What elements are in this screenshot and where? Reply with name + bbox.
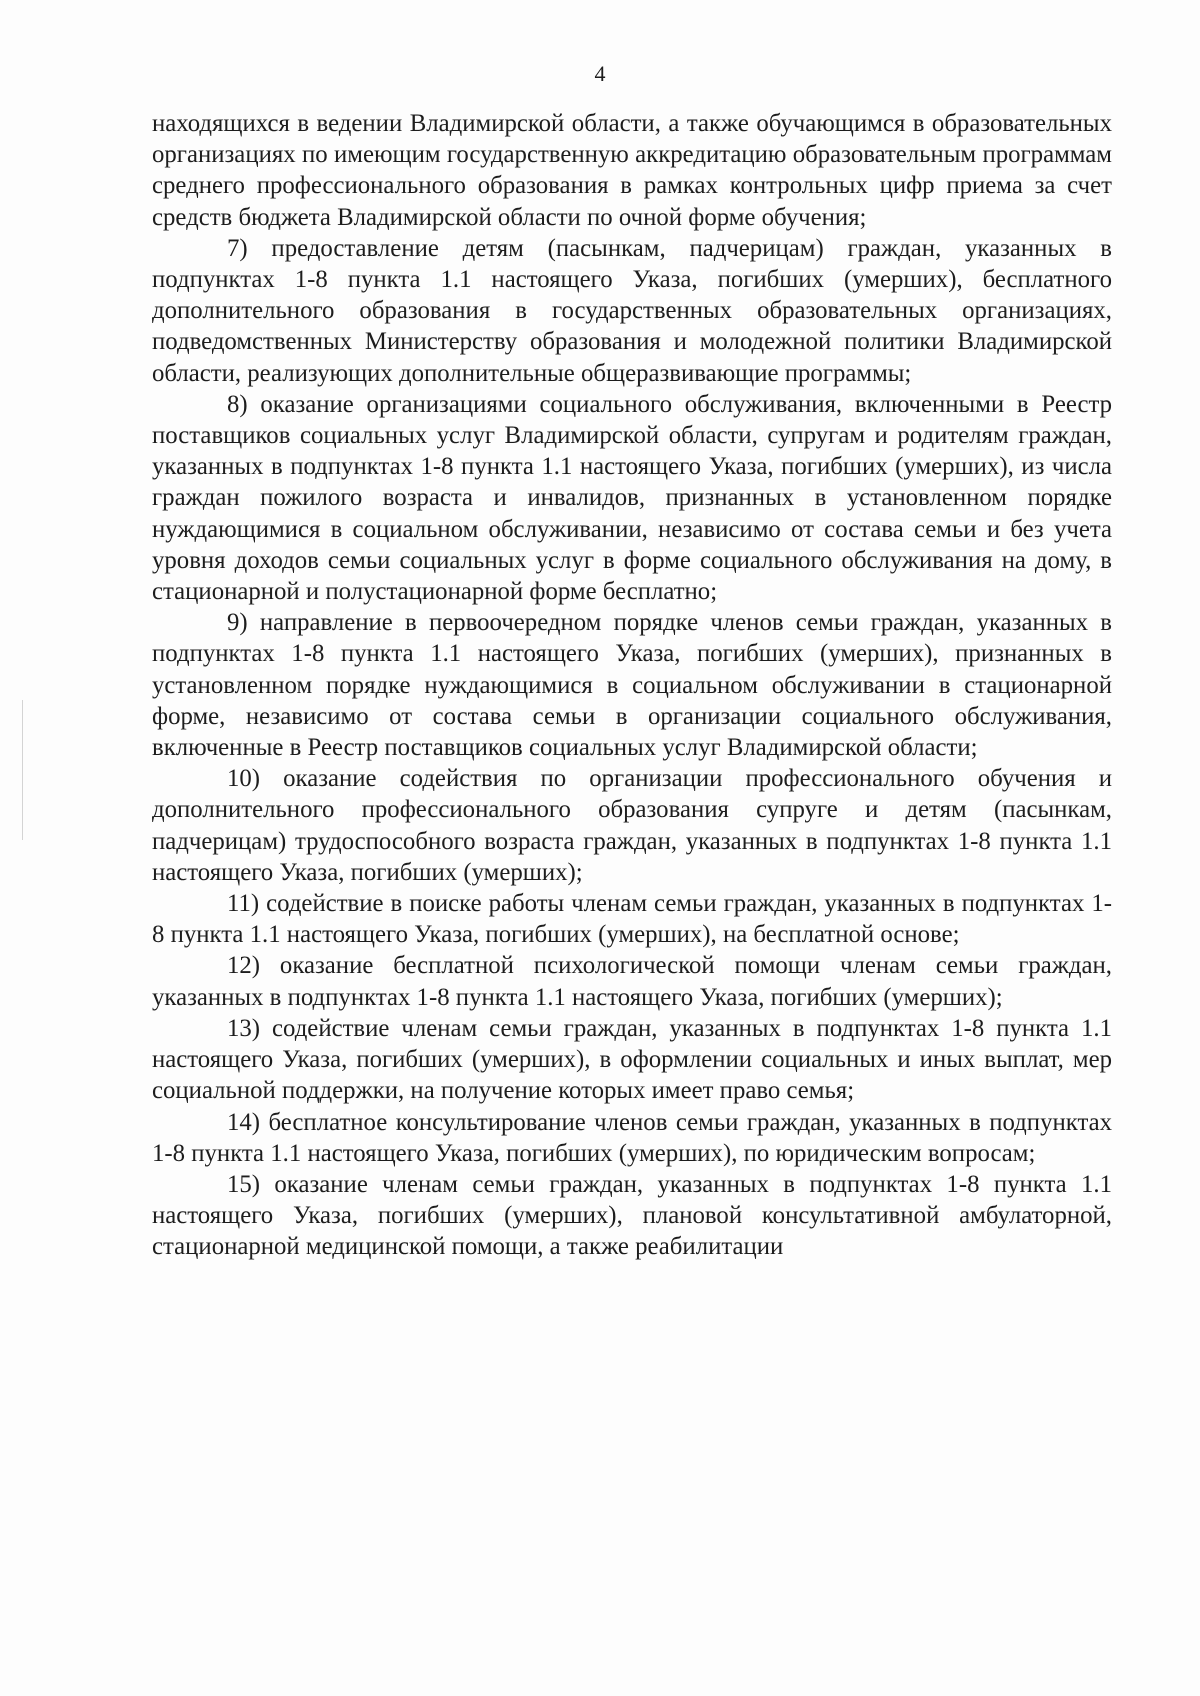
- document-body: [152, 108, 1112, 1263]
- paragraph-item-12: 12) оказание бесплатной психологической помощи членам семьи граждан, указанных в подпунктах 1-8 пункта 1.1 настоящего Указа, погибших (умерших);: [152, 952, 1112, 1011]
- paragraph-item-14: 14) бесплатное консультирование членов семьи граждан, указанных в подпунктах 1-8 пункта 1.1 настоящего Указа, погибших (умерших), по юридическим вопросам;: [152, 1108, 1112, 1167]
- paragraph-item-15: 15) оказание членам семьи граждан, указанных в подпунктах 1-8 пункта 1.1 настоящего Указа, погибших (умерших), плановой консультативной амбулаторной, стационарной медицинской помощи, а также реабилитации: [152, 1170, 1112, 1261]
- paragraph-item-13: 13) содействие членам семьи граждан, указанных в подпунктах 1-8 пункта 1.1 настоящего Указа, погибших (умерших), в оформлении социальных и иных выплат, мер социальной поддержки, на получение которых имеет право семья;: [152, 1014, 1112, 1105]
- paragraph-item-7: 7) предоставление детям (пасынкам, падчерицам) граждан, указанных в подпунктах 1-8 пункта 1.1 настоящего Указа, погибших (умерших), бесплатного дополнительного образования в государственных образовательных организациях, подведомственных Министерству образования и молодежной политики Владимирской области, реализующих дополнительные общеразвивающие программы;: [152, 234, 1112, 387]
- scan-margin-mark: [22, 700, 23, 840]
- paragraph-item-10: 10) оказание содействия по организации профессионального обучения и дополнительного профессионального образования супруге и детям (пасынкам, падчерицам) трудоспособного возраста граждан, указанных в подпунктах 1-8 пункта 1.1 настоящего Указа, погибших (умерших);: [152, 765, 1112, 886]
- paragraph-continuation: находящихся в ведении Владимирской области, а также обучающимся в образовательных организациях по имеющим государственную аккредитацию образовательным программам среднего профессионального образования в рамках контрольных цифр приема за счет средств бюджета Владимирской области по очной форме обучения;: [152, 110, 1112, 231]
- page-number: 4: [594, 61, 606, 86]
- paragraph-item-8: 8) оказание организациями социального обслуживания, включенными в Реестр поставщиков социальных услуг Владимирской области, супругам и родителям граждан, указанных в подпунктах 1-8 пункта 1.1 настоящего Указа, погибших (умерших), из числа граждан пожилого возраста и инвалидов, признанных в установленном порядке нуждающимися в социальном обслуживании, независимо от состава семьи и без учета уровня доходов семьи социальных услуг в форме социального обслуживания на дому, в стационарной и полустационарной форме бесплатно;: [152, 390, 1112, 606]
- paragraph-item-9: 9) направление в первоочередном порядке членов семьи граждан, указанных в подпунктах 1-8 пункта 1.1 настоящего Указа, погибших (умерших), признанных в установленном порядке нуждающимися в социальном обслуживании в стационарной форме, независимо от состава семьи в организации социального обслуживания, включенные в Реестр поставщиков социальных услуг Владимирской области;: [152, 609, 1112, 762]
- paragraph-item-11: 11) содействие в поиске работы членам семьи граждан, указанных в подпунктах 1-8 пункта 1.1 настоящего Указа, погибших (умерших), на бесплатной основе;: [152, 890, 1112, 949]
